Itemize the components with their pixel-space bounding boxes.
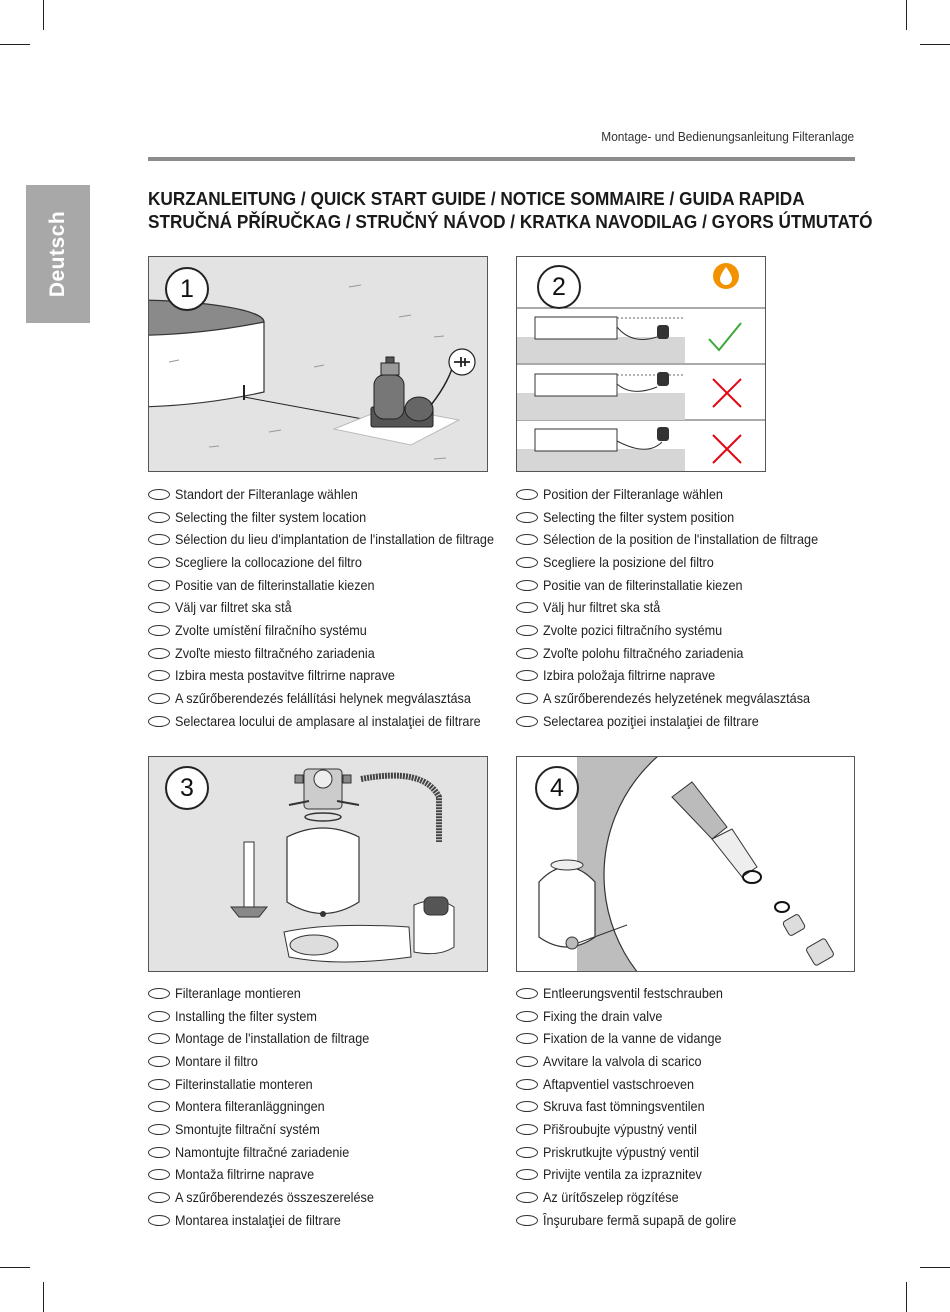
list-item: Sélection du lieu d'implantation de l'installation de filtrage [148, 528, 518, 551]
list-item: Standort der Filteranlage wählen [148, 483, 518, 506]
list-item: Zvoľte miesto filtračného zariadenia [148, 642, 518, 665]
checkbox-oval [516, 1215, 538, 1226]
list-item: Scegliere la collocazione del filtro [148, 551, 518, 574]
checkbox-oval [148, 988, 170, 999]
language-side-tab-label: Deutsch [46, 210, 69, 298]
crop-mark [920, 44, 950, 45]
checkbox-oval [516, 1147, 538, 1158]
list-item: Filterinstallatie monteren [148, 1073, 389, 1096]
list-item: Az ürítőszelep rögzítése [516, 1186, 751, 1209]
crop-mark [906, 1282, 907, 1312]
checkbox-oval [148, 1192, 170, 1203]
checkbox-oval [516, 489, 538, 500]
checkbox-oval [516, 602, 538, 613]
checkbox-oval [516, 1169, 538, 1180]
list-item: Sélection de la position de l'installation de filtrage [516, 528, 839, 551]
checkbox-oval [148, 1169, 170, 1180]
checkbox-oval [148, 625, 170, 636]
checkbox-oval [148, 1124, 170, 1135]
list-item: Namontujte filtračné zariadenie [148, 1141, 389, 1164]
water-drop-icon [711, 261, 741, 291]
checkbox-oval [516, 1056, 538, 1067]
checkbox-oval [148, 648, 170, 659]
list-item: Izbira položaja filtrirne naprave [516, 665, 839, 688]
crop-mark [0, 1267, 30, 1268]
checkbox-oval [516, 1192, 538, 1203]
checkbox-oval [148, 557, 170, 568]
list-item: Montare il filtro [148, 1050, 389, 1073]
checkbox-oval [516, 557, 538, 568]
list-item: Aftapventiel vastschroeven [516, 1073, 751, 1096]
list-item: Înşurubare fermă supapă de golire [516, 1209, 751, 1232]
list-item: Smontujte filtrační systém [148, 1118, 389, 1141]
list-item: Montaža filtrirne naprave [148, 1164, 389, 1187]
checkbox-oval [516, 534, 538, 545]
crop-mark [43, 1282, 44, 1312]
checkbox-oval [148, 1147, 170, 1158]
checkbox-oval [516, 1101, 538, 1112]
checkbox-oval [148, 512, 170, 523]
crop-mark [920, 1267, 950, 1268]
list-item: Zvolte umístění filračního systému [148, 619, 518, 642]
checkbox-oval [148, 534, 170, 545]
checkbox-oval [148, 1011, 170, 1022]
list-item: Position der Filteranlage wählen [516, 483, 839, 506]
list-item: Zvoľte polohu filtračného zariadenia [516, 642, 839, 665]
checkbox-oval [148, 1101, 170, 1112]
step-2-instructions [516, 483, 839, 733]
crop-mark [906, 0, 907, 30]
checkbox-oval [516, 1011, 538, 1022]
checkbox-oval [148, 489, 170, 500]
list-item: Välj var filtret ska stå [148, 596, 518, 619]
checkbox-oval [148, 670, 170, 681]
list-item: A szűrőberendezés felállítási helynek megválasztása [148, 687, 518, 710]
list-item: Fixing the drain valve [516, 1005, 751, 1028]
language-side-tab [26, 185, 90, 323]
document-header-title: Montage- und Bedienungsanleitung Filteranlage [601, 130, 854, 144]
step-2-number-badge: 2 [537, 265, 581, 309]
checkbox-oval [516, 580, 538, 591]
list-item: Positie van de filterinstallatie kiezen [516, 574, 839, 597]
cross-icon [707, 373, 747, 413]
header-divider [148, 157, 855, 161]
list-item: Avvitare la valvola di scarico [516, 1050, 751, 1073]
checkbox-oval [516, 625, 538, 636]
list-item: Montage de l'installation de filtrage [148, 1027, 389, 1050]
crop-mark [43, 0, 44, 30]
step-1-instructions [148, 483, 518, 733]
list-item: Selecting the filter system location [148, 506, 518, 529]
checkbox-oval [516, 716, 538, 727]
step-4-illustration [516, 756, 855, 972]
checkbox-oval [516, 1033, 538, 1044]
list-item: A szűrőberendezés összeszerelése [148, 1186, 389, 1209]
list-item: Fixation de la vanne de vidange [516, 1027, 751, 1050]
list-item: Montarea instalaţiei de filtrare [148, 1209, 389, 1232]
list-item: Scegliere la posizione del filtro [516, 551, 839, 574]
step-3-number-badge: 3 [165, 766, 209, 810]
checkbox-oval [148, 1033, 170, 1044]
checkbox-oval [516, 693, 538, 704]
step-3-instructions [148, 982, 389, 1232]
list-item: A szűrőberendezés helyzetének megválasztása [516, 687, 839, 710]
checkbox-oval [148, 602, 170, 613]
check-icon [705, 317, 745, 357]
checkbox-oval [148, 693, 170, 704]
checkbox-oval [148, 1056, 170, 1067]
list-item: Selectarea poziţiei instalaţiei de filtrare [516, 710, 839, 733]
step-1-illustration [148, 256, 488, 472]
step-4-instructions [516, 982, 751, 1232]
list-item: Selectarea locului de amplasare al instalaţiei de filtrare [148, 710, 518, 733]
list-item: Zvolte pozici filtračního systému [516, 619, 839, 642]
list-item: Privijte ventila za izpraznitev [516, 1164, 751, 1187]
list-item: Entleerungsventil festschrauben [516, 982, 751, 1005]
cross-icon [707, 429, 747, 469]
checkbox-oval [516, 670, 538, 681]
step-1-number-badge: 1 [165, 267, 209, 311]
checkbox-oval [516, 988, 538, 999]
checkbox-oval [516, 512, 538, 523]
list-item: Přišroubujte výpustný ventil [516, 1118, 751, 1141]
step-3-illustration [148, 756, 488, 972]
list-item: Montera filteranläggningen [148, 1095, 389, 1118]
checkbox-oval [516, 648, 538, 659]
list-item: Selecting the filter system position [516, 506, 839, 529]
checkbox-oval [516, 1124, 538, 1135]
list-item: Filteranlage montieren [148, 982, 389, 1005]
checkbox-oval [516, 1079, 538, 1090]
list-item: Izbira mesta postavitve filtrirne naprave [148, 665, 518, 688]
checkbox-oval [148, 1215, 170, 1226]
checkbox-oval [148, 1079, 170, 1090]
step-2-illustration [516, 256, 766, 472]
list-item: Skruva fast tömningsventilen [516, 1095, 751, 1118]
checkbox-oval [148, 580, 170, 591]
list-item: Positie van de filterinstallatie kiezen [148, 574, 518, 597]
list-item: Välj hur filtret ska stå [516, 596, 839, 619]
list-item: Priskrutkujte výpustný ventil [516, 1141, 751, 1164]
list-item: Installing the filter system [148, 1005, 389, 1028]
page-title-line-2: STRUČNÁ PŘÍRUČKAG / STRUČNÝ NÁVOD / KRATKA NAVODILAG / GYORS ÚTMUTATÓ [148, 211, 873, 232]
step-4-number-badge: 4 [535, 766, 579, 810]
checkbox-oval [148, 716, 170, 727]
crop-mark [0, 44, 30, 45]
page-title-line-1: KURZANLEITUNG / QUICK START GUIDE / NOTICE SOMMAIRE / GUIDA RAPIDA [148, 188, 805, 209]
